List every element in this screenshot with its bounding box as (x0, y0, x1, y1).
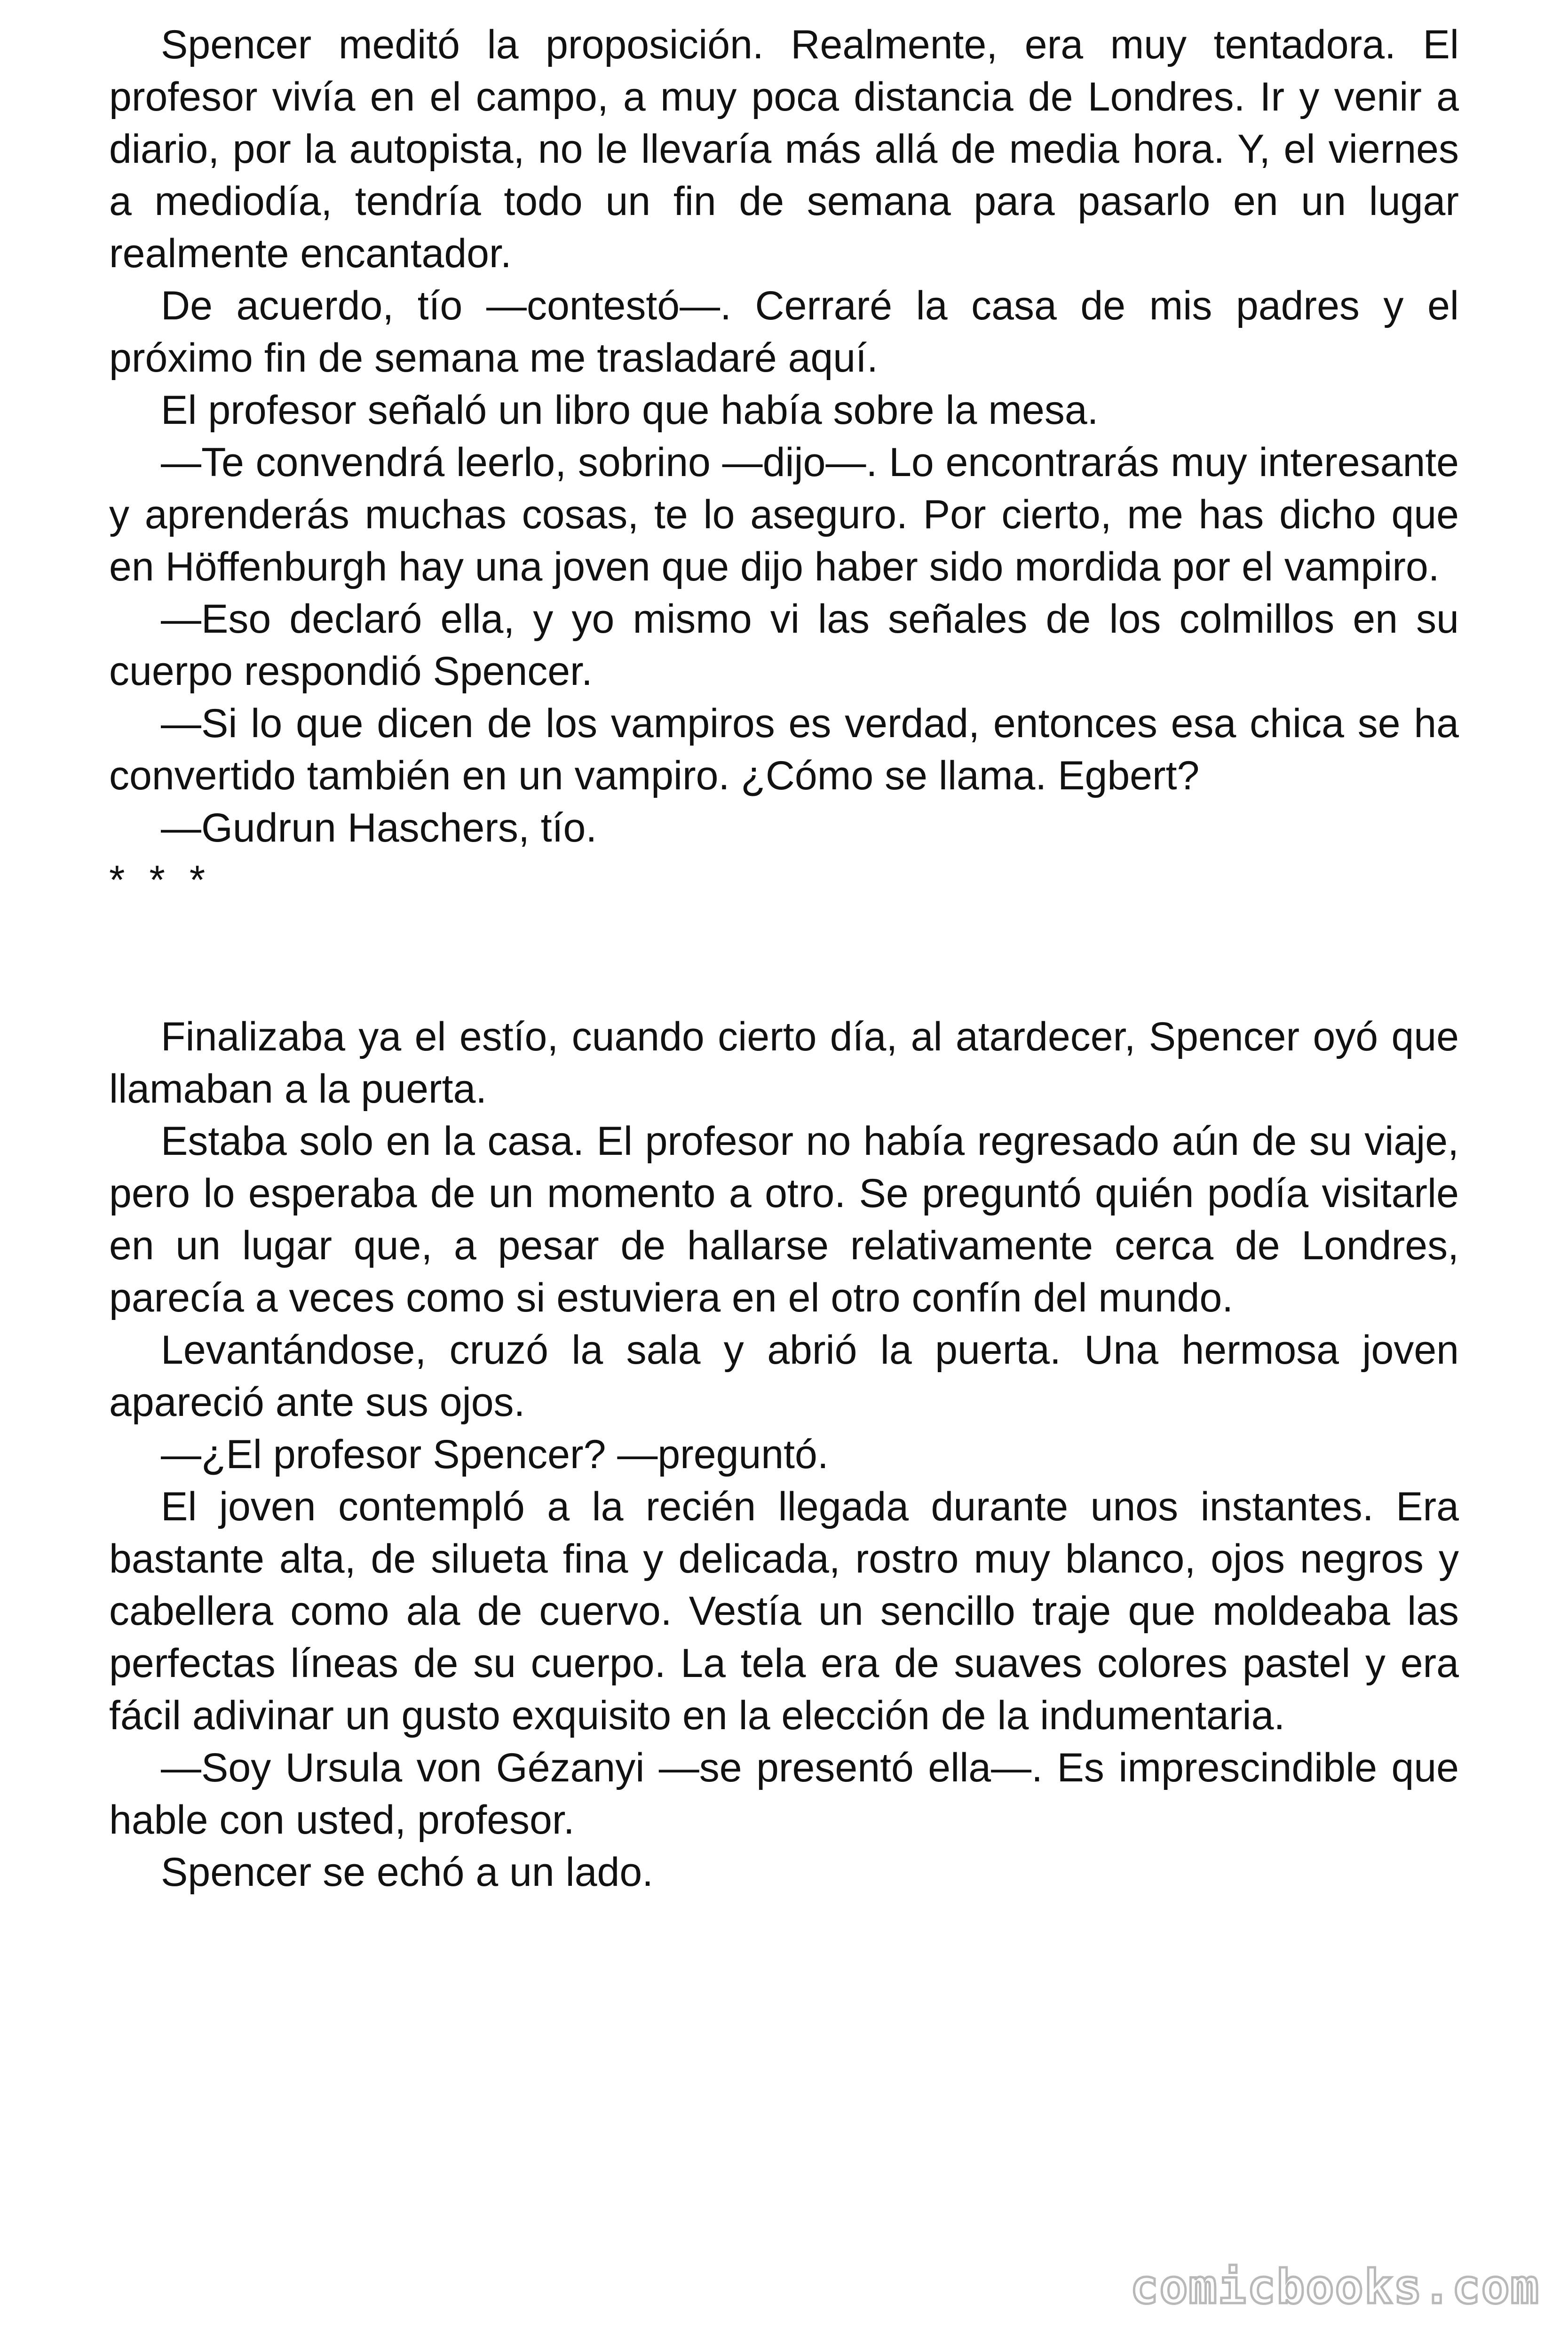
watermark: comicbooks.com (1130, 2259, 1540, 2314)
paragraph: Levantándose, cruzó la sala y abrió la puerta. Una hermosa joven apareció ante sus ojos. (109, 1327, 1459, 1425)
paragraph: —Eso declaró ella, y yo mismo vi las señales de los colmillos en su cuerpo respondió Spencer. (109, 596, 1459, 694)
section-separator: * * * (109, 858, 212, 903)
paragraph: El joven contempló a la recién llegada durante unos instantes. Era bastante alta, de silueta fina y delicada, rostro muy blanco, ojos negros y cabellera como ala de cuervo. Vestía un sencillo traje que moldeaba las perfectas líneas de su cuerpo. La tela era de suaves colores pastel y era fácil adivinar un gusto exquisito en la elección de la indumentaria. (109, 1484, 1459, 1738)
paragraph: —Te convendrá leerlo, sobrino —dijo—. Lo encontrarás muy interesante y aprenderás muchas cosas, te lo aseguro. Por cierto, me has dicho que en Höffenburgh hay una joven que dijo haber sido mordida por el vampiro. (109, 440, 1459, 589)
paragraph: —Si lo que dicen de los vampiros es verdad, entonces esa chica se ha convertido también en un vampiro. ¿Cómo se llama. Egbert? (109, 701, 1459, 798)
paragraph: —Soy Ursula von Gézanyi —se presentó ella—. Es imprescindible que hable con usted, profesor. (109, 1745, 1459, 1843)
section-gap (109, 906, 1459, 1011)
paragraph: De acuerdo, tío —contestó—. Cerraré la casa de mis padres y el próximo fin de semana me trasladaré aquí. (109, 283, 1459, 381)
paragraph: Spencer meditó la proposición. Realmente, era muy tentadora. El profesor vivía en el campo, a muy poca distancia de Londres. Ir y venir a diario, por la autopista, no le llevaría más allá de media hora. Y, el viernes a mediodía, tendría todo un fin de semana para pasarlo en un lugar realmente encantador. (109, 22, 1459, 276)
paragraph: Spencer se echó a un lado. (161, 1850, 654, 1895)
paragraph: El profesor señaló un libro que había sobre la mesa. (161, 388, 1099, 433)
paragraph: Estaba solo en la casa. El profesor no había regresado aún de su viaje, pero lo esperaba de un momento a otro. Se preguntó quién podía visitarle en un lugar que, a pesar de hallarse relativamente cerca de Londres, parecía a veces como si estuviera en el otro confín del mundo. (109, 1119, 1459, 1320)
paragraph: Finalizaba ya el estío, cuando cierto día, al atardecer, Spencer oyó que llamaban a la puerta. (109, 1014, 1459, 1112)
paragraph: —¿El profesor Spencer? —preguntó. (161, 1432, 829, 1477)
page-body (109, 19, 1459, 1899)
paragraph: —Gudrun Haschers, tío. (161, 805, 597, 850)
